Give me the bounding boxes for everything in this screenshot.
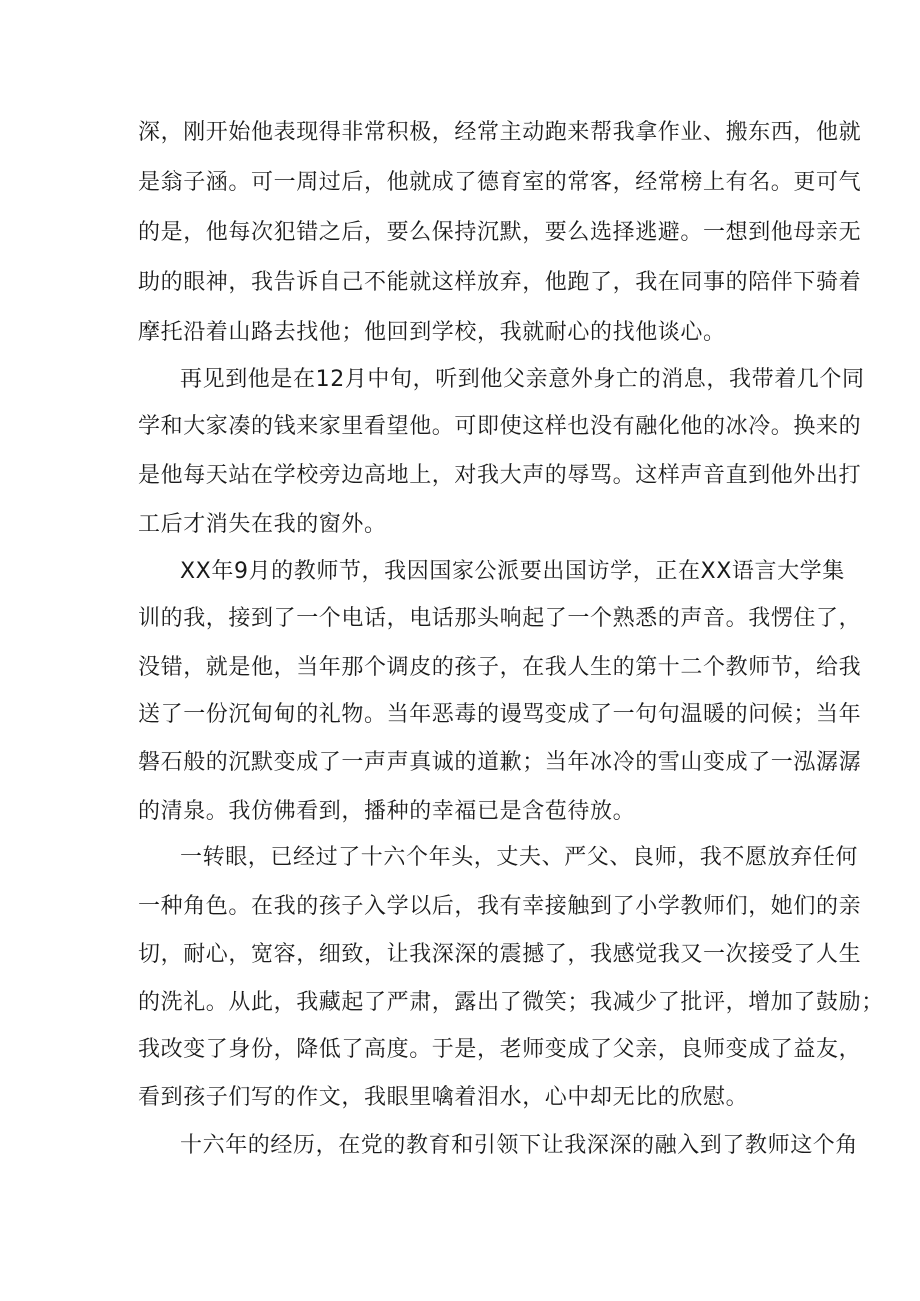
paragraph-3-line-2: 训的我，接到了一个电话，电话那头响起了一个熟悉的声音。我愣住了， — [138, 606, 862, 631]
paragraph-4-line-5: 我改变了身份，降低了高度。于是，老师变成了父亲，良师变成了益友， — [138, 1037, 862, 1062]
paragraph-2-line-2: 学和大家凑的钱来家里看望他。可即使这样也没有融化他的冰冷。换来的 — [138, 414, 862, 439]
paragraph-2-line-1: 再见到他是在12月中旬，听到他父亲意外身亡的消息，我带着几个同 — [180, 367, 865, 392]
paragraph-3-line-5: 磐石般的沉默变成了一声声真诚的道歉；当年冰冷的雪山变成了一泓潺潺 — [138, 750, 862, 775]
paragraph-4-line-2: 一种角色。在我的孩子入学以后，我有幸接触到了小学教师们，她们的亲 — [138, 894, 862, 919]
paragraph-3-line-1: XX年9月的教师节，我因国家公派要出国访学，正在XX语言大学集 — [180, 559, 845, 584]
paragraph-1-line-1: 深，刚开始他表现得非常积极，经常主动跑来帮我拿作业、搬东西，他就 — [138, 120, 862, 145]
paragraph-4-line-4: 的洗礼。从此，我藏起了严肃，露出了微笑；我减少了批评，增加了鼓励； — [138, 990, 884, 1015]
paragraph-1-line-2: 是翁子涵。可一周过后，他就成了德育室的常客，经常榜上有名。更可气 — [138, 170, 862, 195]
paragraph-2-line-4: 工后才消失在我的窗外。 — [138, 512, 387, 537]
paragraph-3-line-4: 送了一份沉甸甸的礼物。当年恶毒的谩骂变成了一句句温暖的问候；当年 — [138, 702, 862, 727]
paragraph-2-line-3: 是他每天站在学校旁边高地上，对我大声的辱骂。这样声音直到他外出打 — [138, 463, 862, 488]
paragraph-1-line-5: 摩托沿着山路去找他；他回到学校，我就耐心的找他谈心。 — [138, 320, 726, 345]
paragraph-3-line-3: 没错，就是他，当年那个调皮的孩子，在我人生的第十二个教师节，给我 — [138, 655, 862, 680]
paragraph-3-line-6: 的清泉。我仿佛看到，播种的幸福已是含苞待放。 — [138, 799, 636, 824]
paragraph-5-line-1: 十六年的经历，在党的教育和引领下让我深深的融入到了教师这个角 — [180, 1133, 859, 1158]
paragraph-4-line-6: 看到孩子们写的作文，我眼里噙着泪水，心中却无比的欣慰。 — [138, 1085, 749, 1110]
paragraph-4-line-3: 切，耐心，宽容，细致，让我深深的震撼了，我感觉我又一次接受了人生 — [138, 942, 862, 967]
paragraph-4-line-1: 一转眼，已经过了十六个年头，丈夫、严父、良师，我不愿放弃任何 — [180, 845, 859, 870]
paragraph-1-line-4: 助的眼神，我告诉自己不能就这样放弃，他跑了，我在同事的陪伴下骑着 — [138, 270, 862, 295]
paragraph-1-line-3: 的是，他每次犯错之后，要么保持沉默，要么选择逃避。一想到他母亲无 — [138, 220, 862, 245]
